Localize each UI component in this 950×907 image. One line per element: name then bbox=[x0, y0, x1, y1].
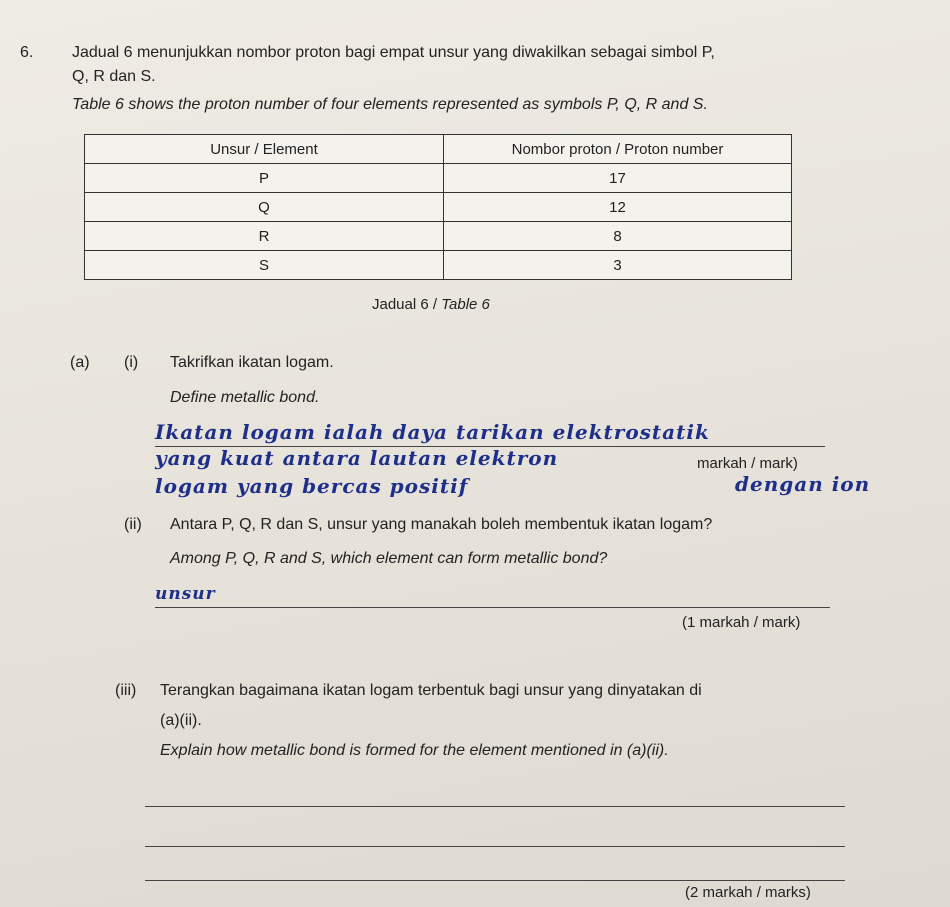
part-a-iii-marks: (2 markah / marks) bbox=[685, 884, 811, 901]
answer-line bbox=[145, 806, 845, 807]
table-row bbox=[85, 193, 792, 222]
answer-line bbox=[145, 880, 845, 881]
element-cell: Q bbox=[85, 193, 444, 222]
header-proton-number: Nombor proton / Proton number bbox=[444, 135, 792, 164]
proton-cell: 3 bbox=[444, 251, 792, 280]
table-row bbox=[85, 251, 792, 280]
part-a-ii-question-malay: Antara P, Q, R dan S, unsur yang manakah boleh membentuk ikatan logam? bbox=[170, 516, 713, 533]
part-a-iii-question-malay-line2: (a)(ii). bbox=[160, 712, 202, 729]
part-a-label: (a) bbox=[70, 354, 90, 371]
part-a-iii-question-english: Explain how metallic bond is formed for the element mentioned in (a)(ii). bbox=[160, 742, 669, 759]
table-caption-malay: Jadual 6 / bbox=[372, 296, 438, 313]
intro-malay-line2: Q, R dan S. bbox=[72, 68, 156, 85]
proton-cell: 17 bbox=[444, 164, 792, 193]
question-number: 6. bbox=[20, 44, 34, 61]
proton-cell: 8 bbox=[444, 222, 792, 251]
part-a-ii-marks: (1 markah / mark) bbox=[682, 614, 801, 631]
element-cell: S bbox=[85, 251, 444, 280]
element-cell: R bbox=[85, 222, 444, 251]
table-header-row bbox=[85, 135, 792, 164]
part-a-i-question-malay: Takrifkan ikatan logam. bbox=[170, 354, 334, 371]
table-row bbox=[85, 164, 792, 193]
part-a-ii-label: (ii) bbox=[124, 516, 142, 533]
proton-cell: 12 bbox=[444, 193, 792, 222]
part-a-i-marks: markah / mark) bbox=[697, 455, 798, 472]
answer-a-ii: unsur bbox=[155, 584, 216, 604]
part-a-ii-question-english: Among P, Q, R and S, which element can form metallic bond? bbox=[170, 550, 608, 567]
answer-a-i-line3: logam yang bercas positif bbox=[155, 474, 469, 498]
header-element: Unsur / Element bbox=[85, 135, 444, 164]
table-caption-english: Table 6 bbox=[441, 296, 490, 313]
part-a-i-question-english: Define metallic bond. bbox=[170, 389, 320, 406]
answer-line bbox=[145, 846, 845, 847]
table-row bbox=[85, 222, 792, 251]
element-cell: P bbox=[85, 164, 444, 193]
part-a-i-label: (i) bbox=[124, 354, 139, 371]
part-a-iii-label: (iii) bbox=[115, 682, 137, 699]
answer-a-i-line1: Ikatan logam ialah daya tarikan elektrostatik bbox=[155, 420, 710, 444]
intro-english: Table 6 shows the proton number of four elements represented as symbols P, Q, R and S. bbox=[72, 96, 708, 113]
proton-number-table bbox=[84, 134, 792, 280]
table-caption bbox=[372, 296, 490, 313]
answer-a-i-line2: yang kuat antara lautan elektron bbox=[155, 446, 559, 470]
answer-line bbox=[155, 607, 830, 608]
intro-malay-line1: Jadual 6 menunjukkan nombor proton bagi empat unsur yang diwakilkan sebagai simbol P, bbox=[72, 44, 715, 61]
part-a-iii-question-malay-line1: Terangkan bagaimana ikatan logam terbentuk bagi unsur yang dinyatakan di bbox=[160, 682, 702, 699]
answer-a-i-line3-end: dengan ion bbox=[735, 472, 871, 496]
